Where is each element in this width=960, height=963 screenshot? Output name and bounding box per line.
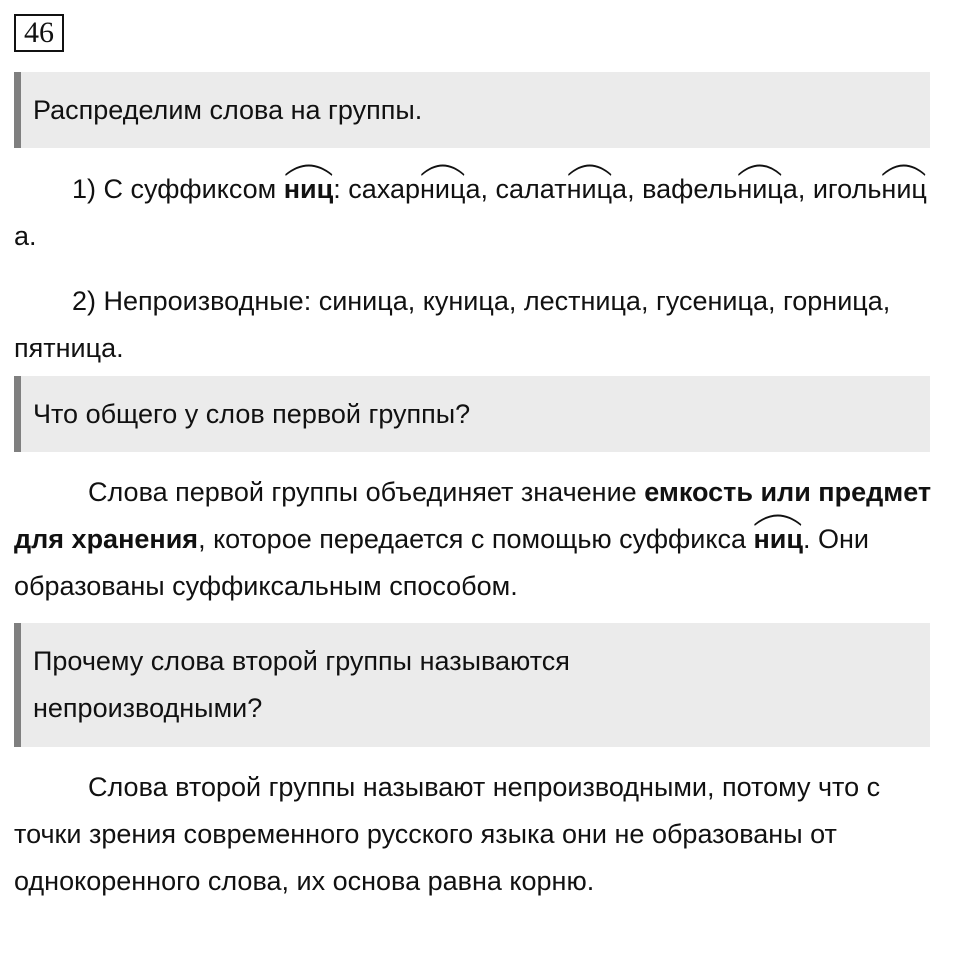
question-1 <box>14 72 930 148</box>
exercise-number: 46 <box>14 14 64 52</box>
suffix-mark: ниц <box>753 516 803 563</box>
question-3 <box>14 623 930 747</box>
suffix-mark: ниц <box>567 166 612 213</box>
answer-2-paragraph: Слова первой группы объединяет значение емкость или предмет для хранения, которое передается с помощью суффикса ниц. Они образованы суффиксальным способом. <box>14 477 932 601</box>
question-3-text: Прочему слова второй группы называются непроизводными? <box>33 646 570 723</box>
question-1-text: Распределим слова на группы. <box>33 94 423 125</box>
answer-2-bold: емкость или предмет для хранения <box>14 477 932 554</box>
suffix-mark: ниц <box>420 166 465 213</box>
suffix-arc-icon <box>567 162 612 176</box>
question-2-text: Что общего у слов первой группы? <box>33 398 471 429</box>
suffix-arc-icon <box>753 512 803 526</box>
answer-3-paragraph: Слова второй группы называют непроизводными, потому что с точки зрения современного русского языка они не образованы от однокоренного слова, их основа равна корню. <box>14 772 881 896</box>
group-1-label: 1) С суффиксом <box>72 174 284 204</box>
suffix-mark: ниц <box>737 166 782 213</box>
suffix-mark: ниц <box>881 166 926 213</box>
suffix-arc-icon <box>881 162 926 176</box>
question-2 <box>14 376 930 452</box>
suffix-mark: ниц <box>284 166 334 213</box>
group-1-paragraph: 1) С суффиксом ниц: сахар ница, салат ница, вафель ница, иголь ница. <box>14 166 944 260</box>
suffix-arc-icon <box>737 162 782 176</box>
suffix-arc-icon <box>420 162 465 176</box>
group-2-paragraph: 2) Непроизводные: синица, куница, лестница, гусеница, горница, пятница. <box>14 286 891 363</box>
suffix-arc-icon <box>284 162 334 176</box>
